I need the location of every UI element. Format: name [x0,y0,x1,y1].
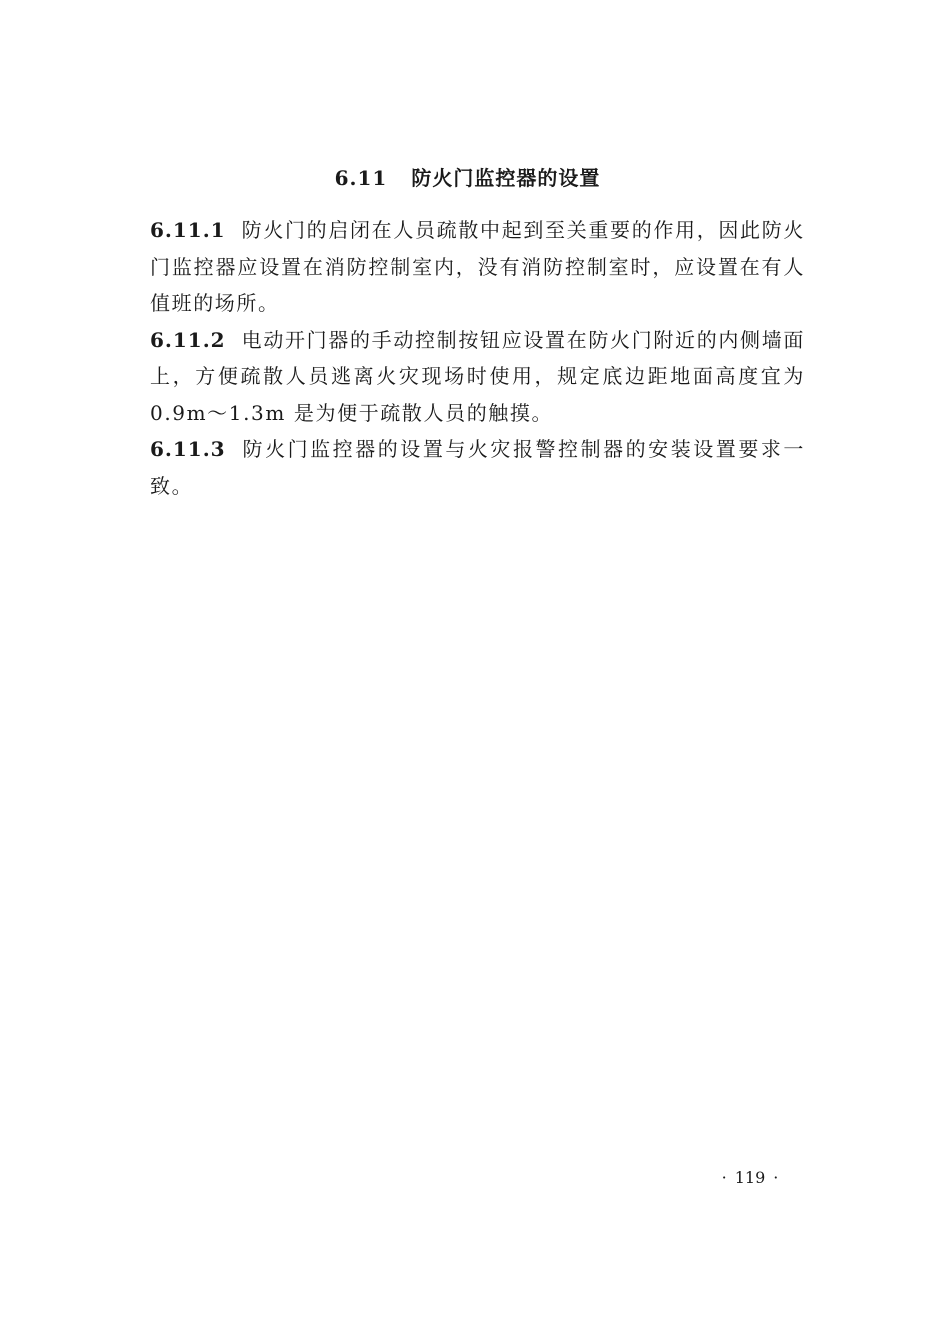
page-number-dot-right: · [773,1168,779,1187]
clause-text: 电动开门器的手动控制按钮应设置在防火门附近的内侧墙面上，方便疏散人员逃离火灾现场时使用，规定底边距地面高度宜为 0.9m～1.3m 是为便于疏散人员的触摸。 [150,327,805,425]
clause-number: 6.11.1 [150,218,226,242]
clause-number: 6.11.3 [150,437,226,461]
clause-list [150,212,805,504]
section-title-text: 防火门监控器的设置 [411,166,601,190]
clause-text: 防火门监控器的设置与火灾报警控制器的安装设置要求一致。 [150,437,805,498]
section-heading [0,163,935,193]
section-number: 6.11 [334,166,388,190]
clause-6-11-3 [150,431,805,504]
clause-text: 防火门的启闭在人员疏散中起到至关重要的作用，因此防火门监控器应设置在消防控制室内，没有消防控制室时，应设置在有人值班的场所。 [150,218,805,315]
page-number-dot-left: · [721,1168,727,1187]
page-number-value: 119 [734,1168,766,1187]
clause-6-11-1 [150,212,805,322]
clause-6-11-2 [150,322,805,432]
clause-number: 6.11.2 [150,327,226,352]
page-number [700,1166,800,1190]
